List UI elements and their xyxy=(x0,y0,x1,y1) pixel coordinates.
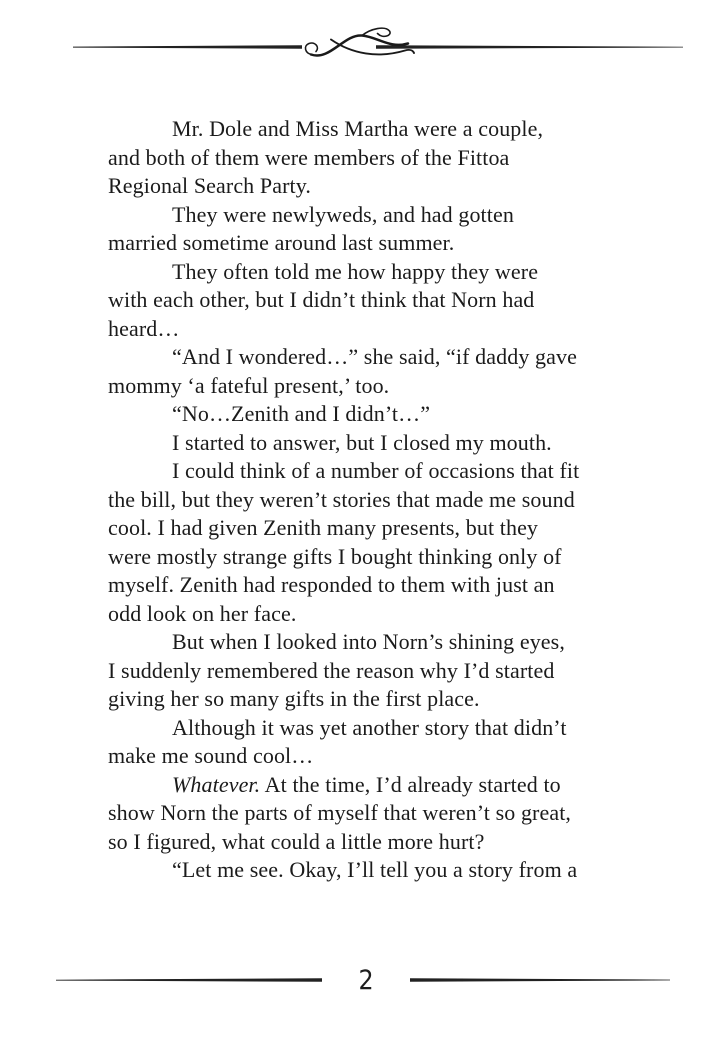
paragraph xyxy=(108,714,628,771)
text-run: cool. I had given Zenith many presents, but they xyxy=(108,515,539,540)
italic-text-run: Whatever. xyxy=(172,771,261,797)
text-run: Mr. Dole and Miss Martha were a couple, xyxy=(172,116,544,141)
text-line xyxy=(108,258,628,287)
text-line xyxy=(108,685,628,714)
text-run: They often told me how happy they were xyxy=(172,258,539,284)
text-line xyxy=(108,771,628,800)
text-line xyxy=(108,828,628,857)
text-line xyxy=(108,600,628,629)
paragraph xyxy=(108,856,628,885)
paragraph xyxy=(108,258,628,344)
text-run: were mostly strange gifts I bought thinking only of xyxy=(108,543,562,569)
text-run: married sometime around last summer. xyxy=(108,230,455,255)
text-line xyxy=(108,315,628,344)
text-run: But when I looked into Norn’s shining eyes, xyxy=(172,629,565,654)
text-run: “No…Zenith and I didn’t…” xyxy=(172,401,431,426)
page-footer xyxy=(0,960,728,1008)
paragraph xyxy=(108,771,628,857)
text-line xyxy=(108,714,628,743)
paragraph xyxy=(108,457,628,628)
text-run: make me sound cool… xyxy=(108,743,314,768)
text-run: At the time, I’d already started to xyxy=(260,771,561,797)
paragraph xyxy=(108,429,628,458)
text-line xyxy=(108,372,628,401)
page-text xyxy=(108,115,628,885)
text-line xyxy=(108,742,628,771)
text-run: They were newlyweds, and had gotten xyxy=(172,201,514,227)
text-line xyxy=(108,400,628,429)
text-run: I suddenly remembered the reason why I’d started xyxy=(108,657,555,683)
text-run: mommy ‘a fateful present,’ too. xyxy=(108,372,390,398)
text-run: so I figured, what could a little more hurt? xyxy=(108,828,485,854)
text-run: show Norn the parts of myself that weren’t so great, xyxy=(108,800,572,825)
header-divider xyxy=(0,24,728,72)
text-line xyxy=(108,286,628,315)
text-run: I started to answer, but I closed my mouth. xyxy=(172,429,552,455)
text-run: heard… xyxy=(108,315,180,341)
text-run: and both of them were members of the Fittoa xyxy=(108,144,510,170)
text-line xyxy=(108,343,628,372)
paragraph xyxy=(108,400,628,429)
text-line xyxy=(108,657,628,686)
text-line xyxy=(108,144,628,173)
text-line xyxy=(108,856,628,885)
text-line xyxy=(108,172,628,201)
text-run: giving her so many gifts in the first place. xyxy=(108,686,480,711)
text-run: Although it was yet another story that didn’t xyxy=(172,714,567,740)
paragraph xyxy=(108,628,628,714)
text-run: odd look on her face. xyxy=(108,600,297,626)
text-run: with each other, but I didn’t think that Norn had xyxy=(108,287,535,312)
text-run: “Let me see. Okay, I’ll tell you a story from a xyxy=(172,857,578,882)
paragraph xyxy=(108,201,628,258)
text-run: Regional Search Party. xyxy=(108,173,311,198)
page-number: 2 xyxy=(358,965,374,996)
text-run: the bill, but they weren’t stories that made me sound xyxy=(108,486,575,512)
text-line xyxy=(108,486,628,515)
text-line xyxy=(108,201,628,230)
paragraph xyxy=(108,115,628,201)
text-line xyxy=(108,115,628,144)
text-line xyxy=(108,628,628,657)
text-line xyxy=(108,229,628,258)
text-line xyxy=(108,457,628,486)
paragraph xyxy=(108,343,628,400)
text-run: I could think of a number of occasions that fit xyxy=(172,458,580,483)
text-line xyxy=(108,429,628,458)
text-line xyxy=(108,571,628,600)
text-run: “And I wondered…” she said, “if daddy gave xyxy=(172,344,577,369)
text-line xyxy=(108,799,628,828)
text-run: myself. Zenith had responded to them with just an xyxy=(108,572,555,597)
text-line xyxy=(108,543,628,572)
text-line xyxy=(108,514,628,543)
header-flourish-icon xyxy=(0,24,728,72)
